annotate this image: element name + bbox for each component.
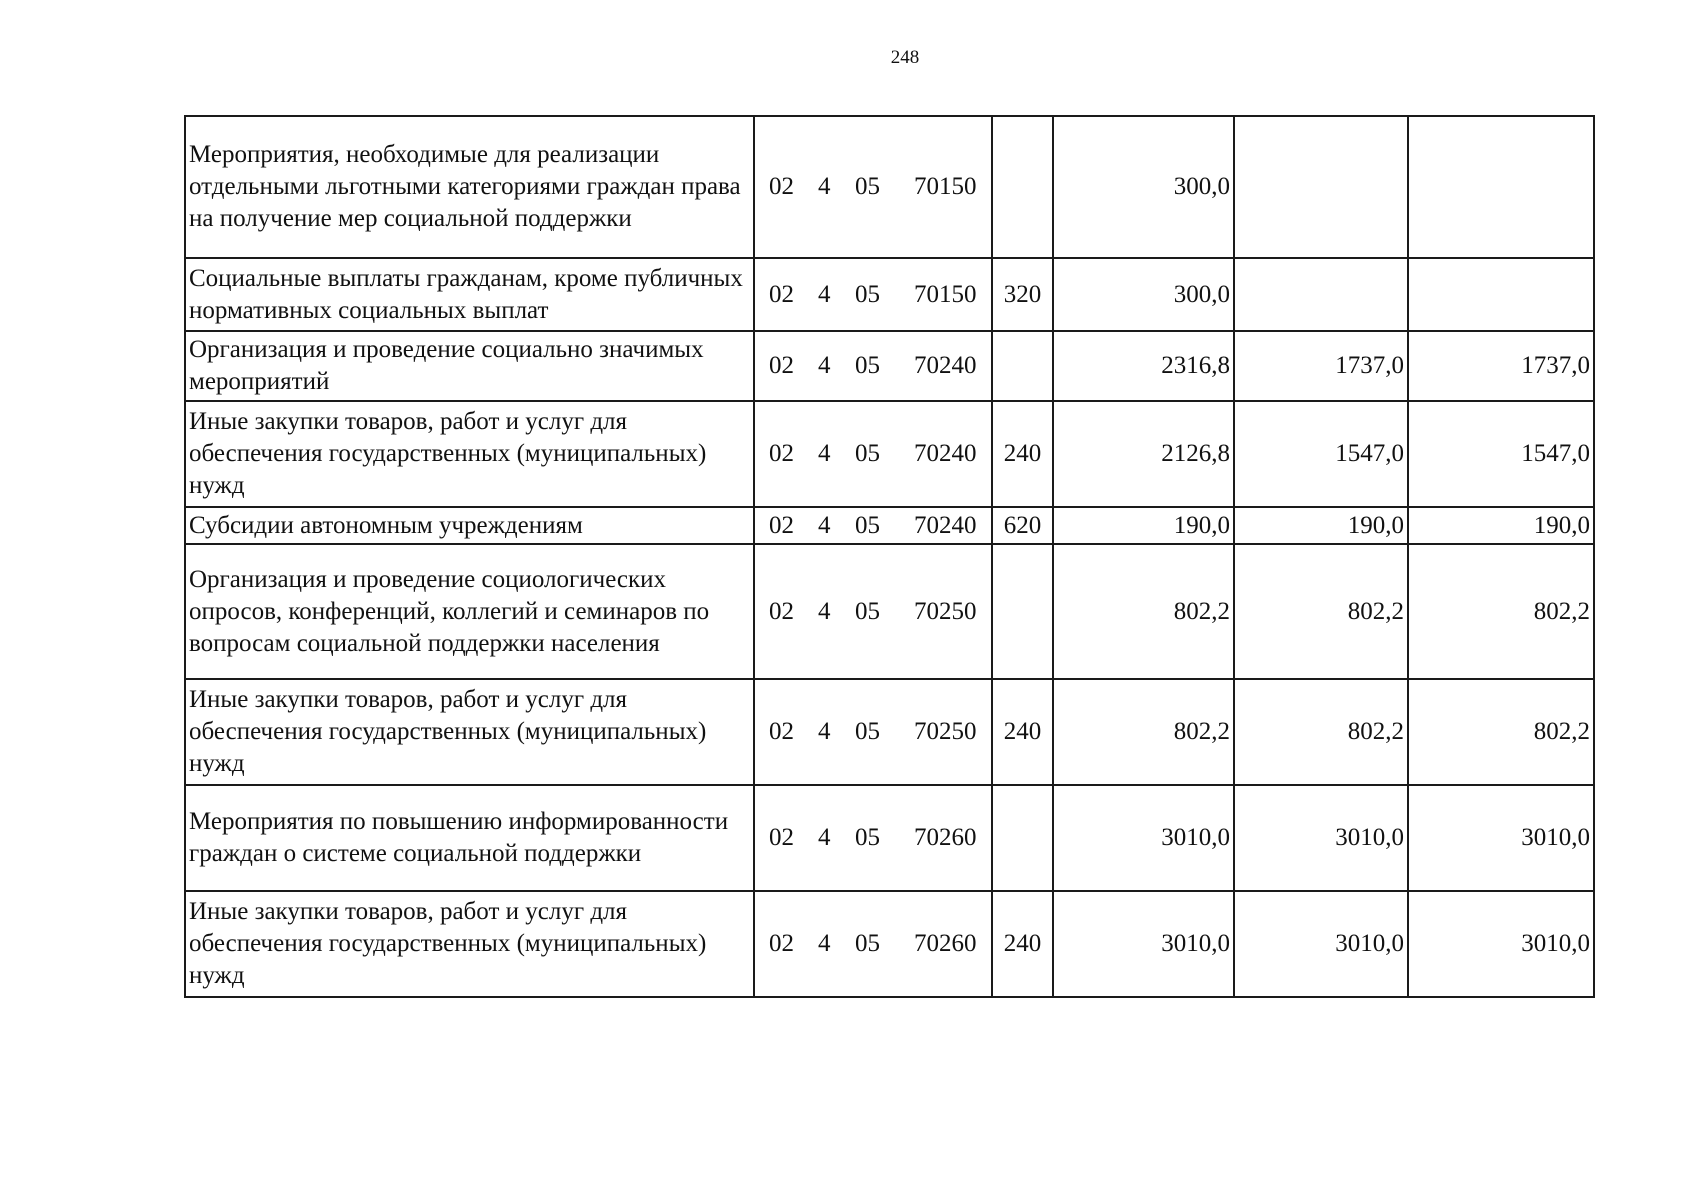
- code-event: 05: [855, 511, 880, 539]
- code-subprogram: 4: [818, 824, 831, 851]
- code-event: 05: [855, 173, 880, 200]
- row-sum-3: [1408, 116, 1594, 258]
- row-code: [754, 401, 992, 507]
- row-sum-3: 3010,0: [1408, 785, 1594, 891]
- table-row: [185, 785, 1594, 891]
- row-sum-2: 190,0: [1234, 507, 1408, 544]
- code-event: 05: [855, 352, 880, 379]
- row-sum-3: 802,2: [1408, 544, 1594, 679]
- table-row: [185, 258, 1594, 331]
- row-sum-2: 1547,0: [1234, 401, 1408, 507]
- code-program: 02: [769, 597, 794, 625]
- budget-table: [184, 115, 1595, 998]
- code-subprogram: 4: [818, 718, 831, 745]
- row-expense-type: 240: [992, 891, 1053, 997]
- row-sum-1: 2316,8: [1053, 331, 1234, 401]
- code-subprogram: 4: [818, 173, 831, 200]
- code-direction: 70240: [914, 440, 977, 467]
- row-code: [754, 507, 992, 544]
- page-number: 248: [890, 47, 920, 68]
- row-expense-type: [992, 116, 1053, 258]
- table-row: [185, 679, 1594, 785]
- code-subprogram: 4: [818, 930, 831, 957]
- row-description: Иные закупки товаров, работ и услуг для обеспечения государственных (муниципальных) нужд: [185, 891, 754, 997]
- row-expense-type: 240: [992, 401, 1053, 507]
- code-program: 02: [769, 718, 794, 745]
- code-program: 02: [769, 930, 794, 957]
- row-sum-3: 802,2: [1408, 679, 1594, 785]
- code-subprogram: 4: [818, 352, 831, 379]
- code-event: 05: [855, 440, 880, 467]
- code-subprogram: 4: [818, 511, 831, 539]
- row-code: [754, 331, 992, 401]
- row-sum-1: 802,2: [1053, 544, 1234, 679]
- row-sum-3: [1408, 258, 1594, 331]
- row-sum-2: 1737,0: [1234, 331, 1408, 401]
- code-direction: 70260: [914, 930, 977, 957]
- code-subprogram: 4: [818, 280, 831, 308]
- code-direction: 70150: [914, 280, 977, 308]
- row-expense-type: [992, 544, 1053, 679]
- code-program: 02: [769, 440, 794, 467]
- code-event: 05: [855, 930, 880, 957]
- row-sum-3: 1547,0: [1408, 401, 1594, 507]
- table-row: [185, 116, 1594, 258]
- row-sum-1: 300,0: [1053, 258, 1234, 331]
- code-program: 02: [769, 511, 794, 539]
- code-direction: 70250: [914, 718, 977, 745]
- code-event: 05: [855, 718, 880, 745]
- row-sum-1: 300,0: [1053, 116, 1234, 258]
- row-sum-2: 3010,0: [1234, 785, 1408, 891]
- row-code: [754, 116, 992, 258]
- row-code: [754, 891, 992, 997]
- row-description: Социальные выплаты гражданам, кроме публичных нормативных социальных выплат: [185, 258, 754, 331]
- row-code: [754, 258, 992, 331]
- row-code: [754, 544, 992, 679]
- row-sum-3: 1737,0: [1408, 331, 1594, 401]
- row-description: Иные закупки товаров, работ и услуг для обеспечения государственных (муниципальных) нужд: [185, 679, 754, 785]
- row-sum-2: [1234, 258, 1408, 331]
- row-sum-3: 3010,0: [1408, 891, 1594, 997]
- code-subprogram: 4: [818, 440, 831, 467]
- row-description: Организация и проведение социологических опросов, конференций, коллегий и семинаров по вопросам социальной поддержки населения: [185, 544, 754, 679]
- row-sum-1: 3010,0: [1053, 785, 1234, 891]
- row-sum-2: 802,2: [1234, 679, 1408, 785]
- table-row: [185, 544, 1594, 679]
- row-sum-1: 3010,0: [1053, 891, 1234, 997]
- row-description: Субсидии автономным учреждениям: [185, 507, 754, 544]
- row-code: [754, 785, 992, 891]
- code-program: 02: [769, 352, 794, 379]
- code-program: 02: [769, 173, 794, 200]
- code-event: 05: [855, 597, 880, 625]
- code-direction: 70150: [914, 173, 977, 200]
- row-description: Организация и проведение социально значимых мероприятий: [185, 331, 754, 401]
- code-direction: 70260: [914, 824, 977, 851]
- row-sum-1: 802,2: [1053, 679, 1234, 785]
- row-description: Иные закупки товаров, работ и услуг для обеспечения государственных (муниципальных) нужд: [185, 401, 754, 507]
- row-sum-1: 2126,8: [1053, 401, 1234, 507]
- code-event: 05: [855, 280, 880, 308]
- code-program: 02: [769, 824, 794, 851]
- row-sum-3: 190,0: [1408, 507, 1594, 544]
- code-subprogram: 4: [818, 597, 831, 625]
- row-sum-2: 802,2: [1234, 544, 1408, 679]
- table-row: [185, 331, 1594, 401]
- code-direction: 70240: [914, 352, 977, 379]
- table-row: [185, 507, 1594, 544]
- row-expense-type: [992, 785, 1053, 891]
- row-sum-2: [1234, 116, 1408, 258]
- row-expense-type: 240: [992, 679, 1053, 785]
- row-expense-type: [992, 331, 1053, 401]
- code-direction: 70250: [914, 597, 977, 625]
- row-code: [754, 679, 992, 785]
- row-description: Мероприятия, необходимые для реализации отдельными льготными категориями граждан права на получение мер социальной поддержки: [185, 116, 754, 258]
- code-event: 05: [855, 824, 880, 851]
- row-expense-type: 320: [992, 258, 1053, 331]
- table-row: [185, 891, 1594, 997]
- code-program: 02: [769, 280, 794, 308]
- row-sum-2: 3010,0: [1234, 891, 1408, 997]
- row-sum-1: 190,0: [1053, 507, 1234, 544]
- table-row: [185, 401, 1594, 507]
- row-expense-type: 620: [992, 507, 1053, 544]
- code-direction: 70240: [914, 511, 977, 539]
- row-description: Мероприятия по повышению информированности граждан о системе социальной поддержки: [185, 785, 754, 891]
